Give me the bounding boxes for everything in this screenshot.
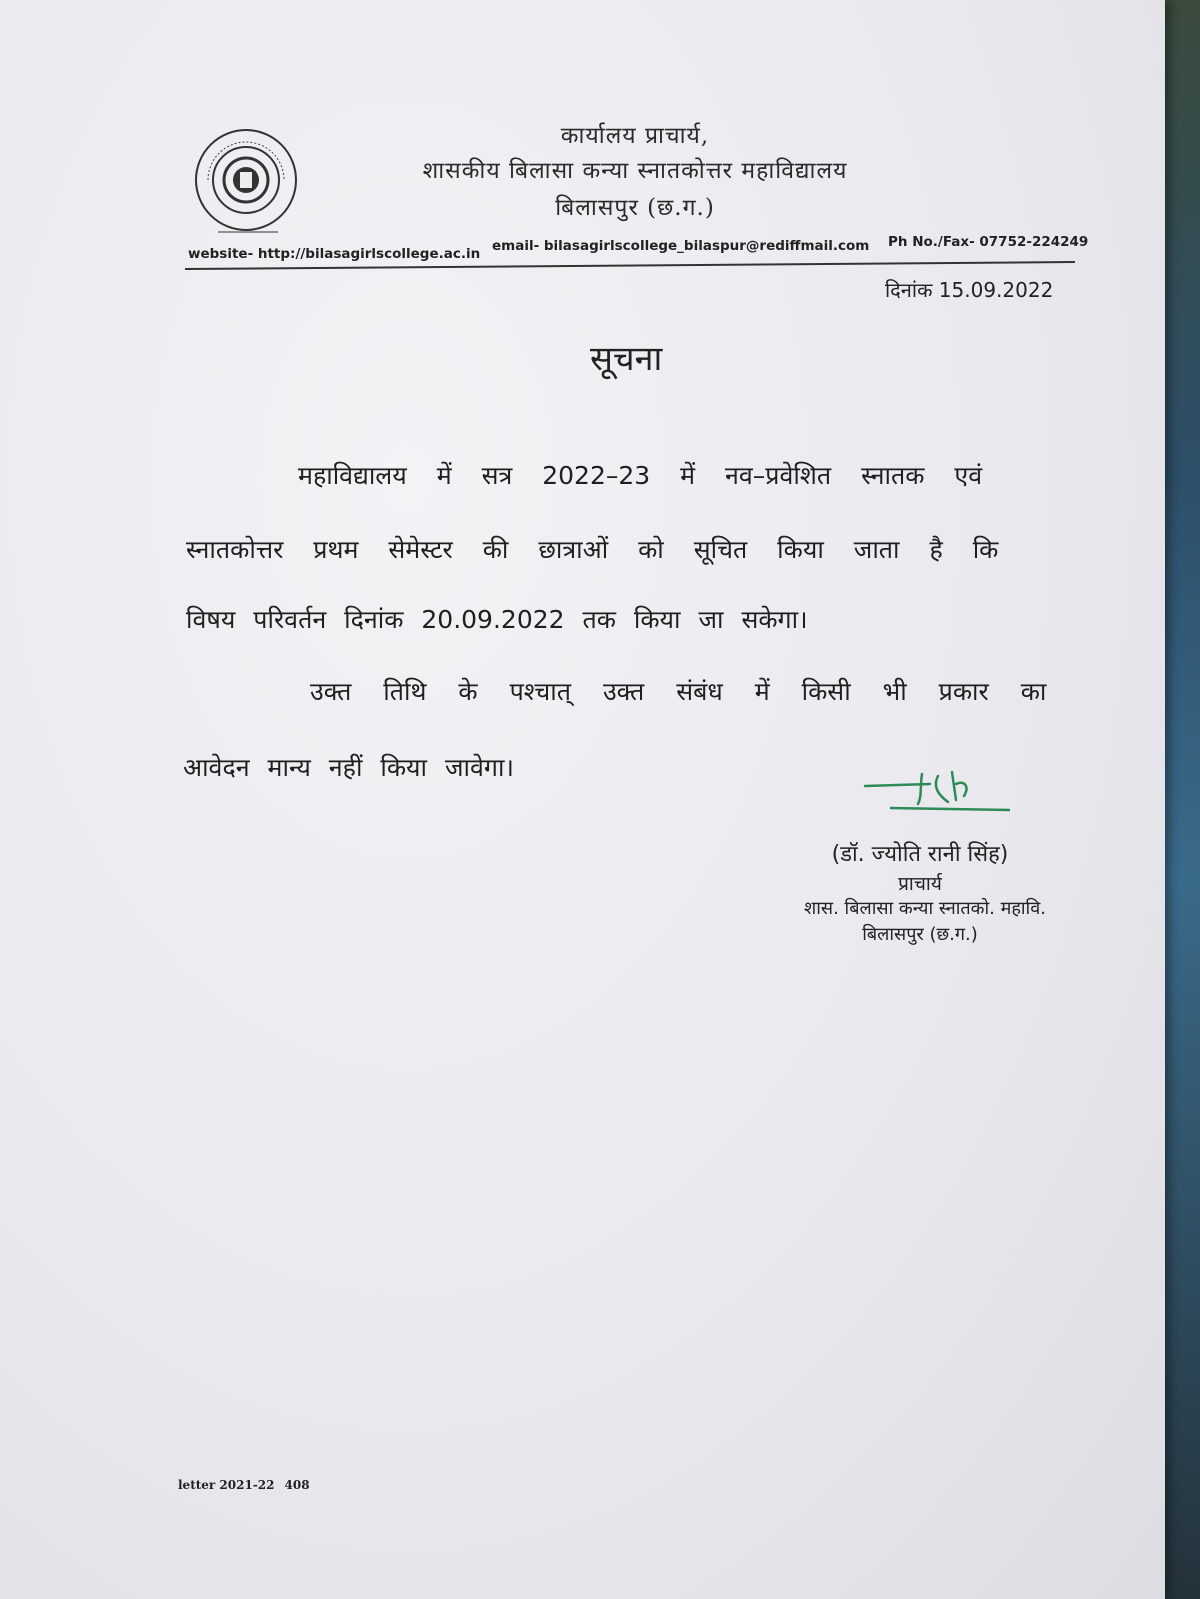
website-text: website- http://bilasagirlscollege.ac.in [188, 246, 481, 262]
college-seal-logo [188, 128, 316, 240]
phone-text: Ph No./Fax- 07752-224249 [888, 234, 1089, 250]
body-line: आवेदन मान्य नहीं किया जावेगा। [183, 753, 514, 782]
reference-label: letter 2021-22 [178, 1478, 275, 1492]
signatory-city: बिलासपुर (छ.ग.) [862, 924, 978, 945]
signatory-designation: प्राचार्य [898, 873, 942, 895]
signatory-name: (डॉ. ज्योति रानी सिंह) [831, 842, 1009, 867]
office-title: कार्यालय प्राचार्य, [560, 123, 710, 149]
body-line: उक्त तिथि के पश्चात् उक्त संबंध में किसी भी प्रकार का [310, 677, 1047, 706]
email-text: email- bilasagirlscollege_bilaspur@rediffmail.com [492, 238, 870, 254]
body-line: विषय परिवर्तन दिनांक 20.09.2022 तक किया जा सकेगा। [186, 605, 808, 634]
notice-date: दिनांक 15.09.2022 [885, 278, 1054, 302]
body-line: महाविद्यालय में सत्र 2022–23 में नव–प्रवेशित स्नातक एवं [298, 461, 983, 490]
signatory-institution: शास. बिलासा कन्या स्नातको. महावि. [804, 898, 1046, 919]
reference-number: 408 [284, 1478, 310, 1492]
body-line: स्नातकोत्तर प्रथम सेमेस्टर की छात्राओं को सूचित किया जाता है कि [186, 535, 999, 564]
notice-title: सूचना [590, 339, 663, 379]
background-edge [1165, 0, 1200, 1599]
header-divider [185, 261, 1075, 270]
signature [860, 766, 1020, 826]
college-city: बिलासपुर (छ.ग.) [555, 195, 715, 221]
letter-reference [178, 1478, 310, 1493]
college-name: शासकीय बिलासा कन्या स्नातकोत्तर महाविद्यालय [422, 158, 848, 184]
